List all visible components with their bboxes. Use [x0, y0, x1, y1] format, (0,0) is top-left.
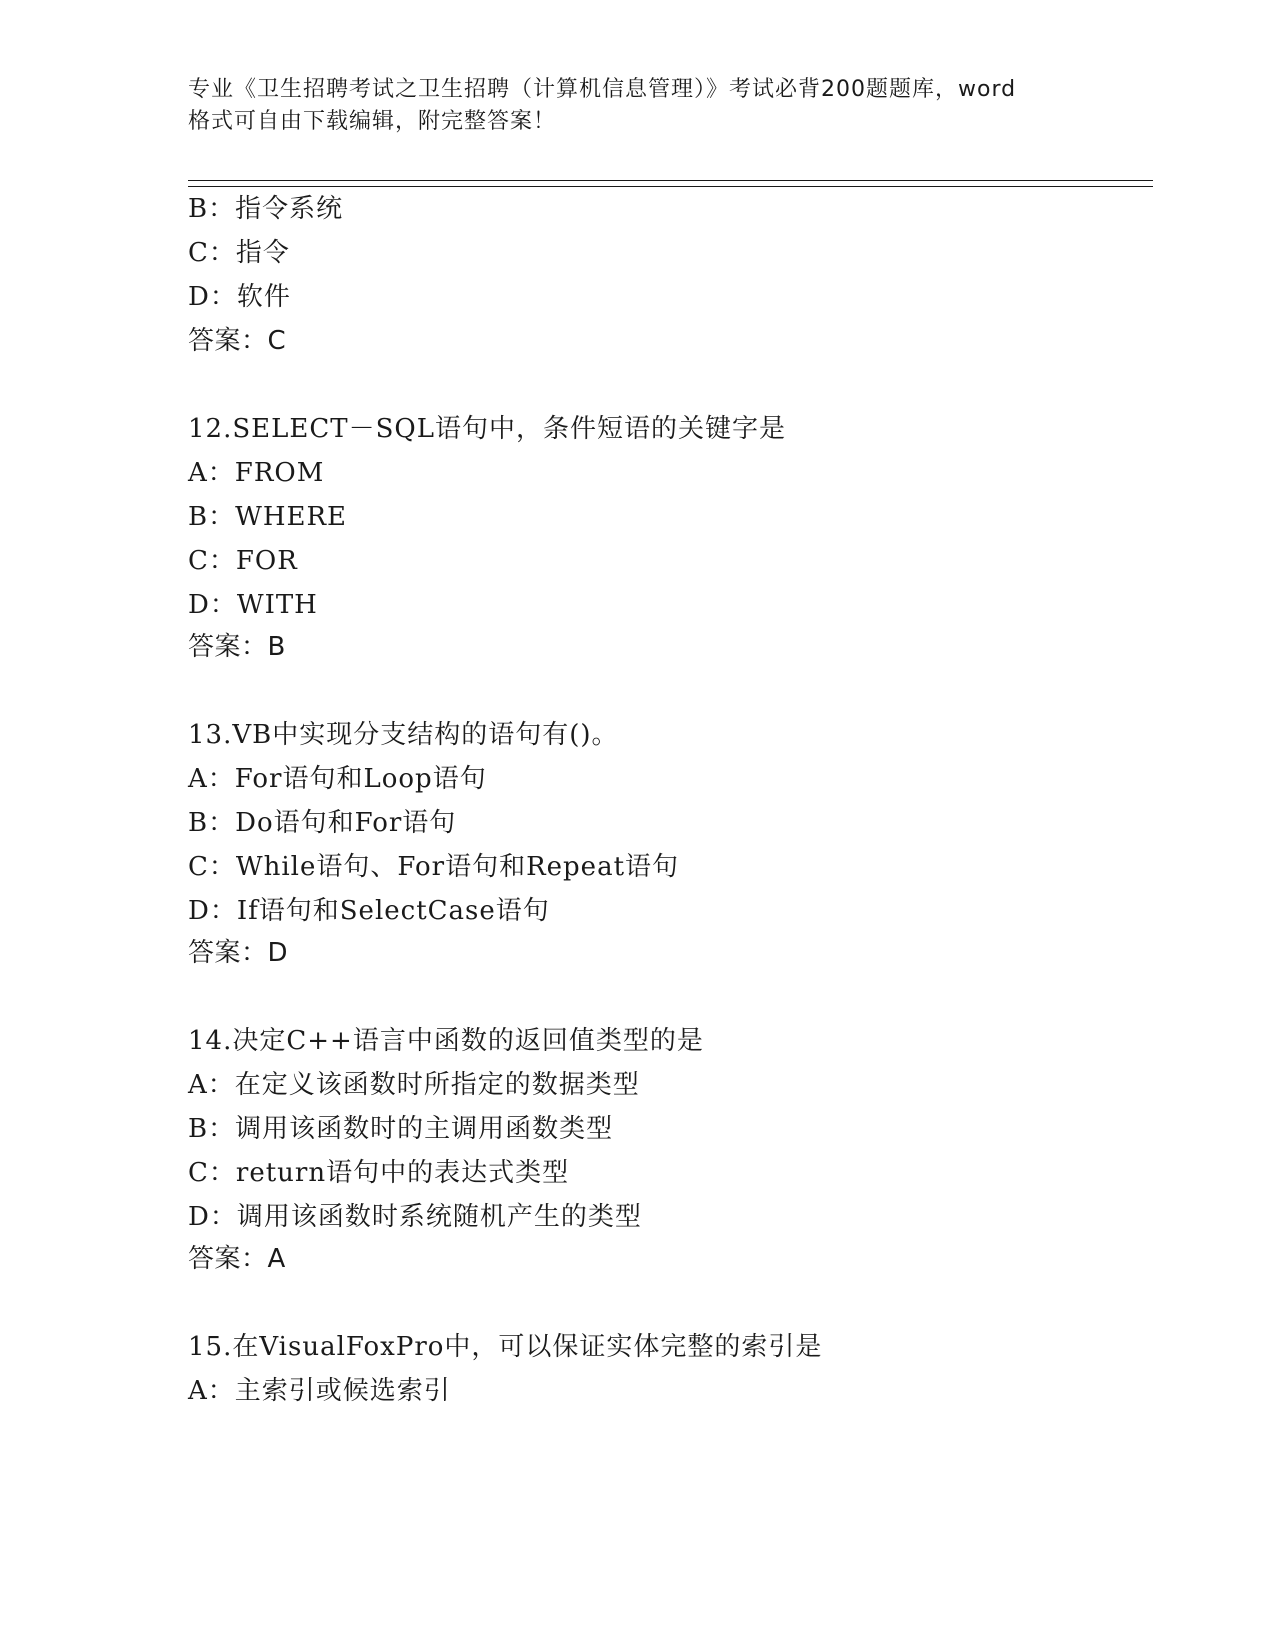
header-divider-bottom — [188, 186, 1153, 187]
q12-option-c: C：FOR — [188, 546, 298, 576]
q13-option-d: D：If语句和SelectCase语句 — [188, 896, 550, 926]
q14-option-d: D：调用该函数时系统随机产生的类型 — [188, 1202, 642, 1232]
q13-option-c: C：While语句、For语句和Repeat语句 — [188, 852, 680, 882]
q14-answer: 答案：A — [188, 1244, 286, 1274]
q15-question: 15.在VisualFoxPro中，可以保证实体完整的索引是 — [188, 1332, 823, 1362]
q14-option-b: B：调用该函数时的主调用函数类型 — [188, 1114, 614, 1144]
q11-option-d: D：软件 — [188, 282, 291, 312]
q14-option-a: A：在定义该函数时所指定的数据类型 — [188, 1070, 640, 1100]
document-header — [188, 74, 1088, 138]
q13-option-a: A：For语句和Loop语句 — [188, 764, 487, 794]
q11-option-b: B：指令系统 — [188, 194, 344, 224]
q14-option-c: C：return语句中的表达式类型 — [188, 1158, 570, 1188]
q11-answer: 答案：C — [188, 326, 287, 356]
q12-option-a: A：FROM — [188, 458, 325, 488]
header-line-2: 格式可自由下载编辑，附完整答案！ — [188, 109, 557, 134]
q12-option-b: B：WHERE — [188, 502, 348, 532]
q13-question: 13.VB中实现分支结构的语句有()。 — [188, 720, 619, 750]
q15-option-a: A：主索引或候选索引 — [188, 1376, 451, 1406]
q12-question: 12.SELECT－SQL语句中，条件短语的关键字是 — [188, 414, 787, 444]
q13-option-b: B：Do语句和For语句 — [188, 808, 457, 838]
header-line-1: 专业《卫生招聘考试之卫生招聘（计算机信息管理）》考试必背200题题库，word — [188, 77, 1017, 102]
q14-question: 14.决定C++语言中函数的返回值类型的是 — [188, 1026, 704, 1056]
q11-option-c: C：指令 — [188, 238, 290, 268]
q12-answer: 答案：B — [188, 632, 286, 662]
q13-answer: 答案：D — [188, 938, 289, 968]
header-divider-top — [188, 180, 1153, 181]
q12-option-d: D：WITH — [188, 590, 318, 620]
